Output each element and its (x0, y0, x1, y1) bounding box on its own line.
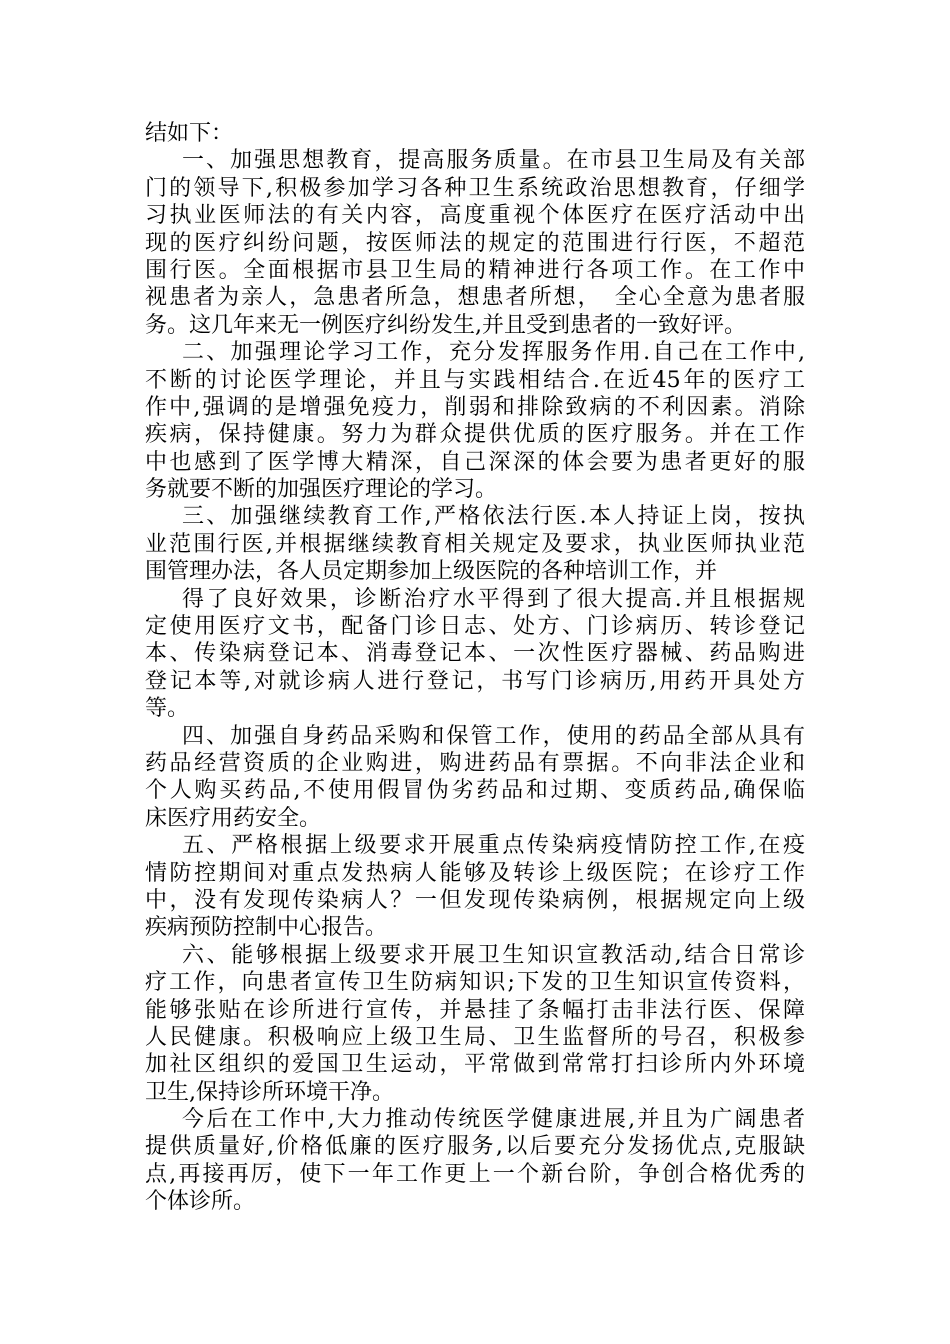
text-line: 加社区组织的爱国卫生运动，平常做到常常打扫诊所内外环境 (145, 1052, 805, 1078)
text-line: 药品经营资质的企业购进，购进药品有票据。不向非法企业和 (145, 750, 805, 776)
text-line: 中也感到了医学博大精深，自己深深的体会要为患者更好的服 (145, 449, 805, 475)
text-line: 能够张贴在诊所进行宣传，并悬挂了条幅打击非法行医、保障 (145, 997, 805, 1023)
text-line: 三、加强继续教育工作,严格依法行医.本人持证上岗，按执 (182, 504, 805, 530)
text-line: 登记本等,对就诊病人进行登记，书写门诊病历,用药开具处方 (145, 668, 805, 694)
text-line: 人民健康。积极响应上级卫生局、卫生监督所的号召，积极参 (145, 1024, 805, 1050)
text-line: 四、加强自身药品采购和保管工作，使用的药品全部从具有 (182, 723, 805, 749)
text-line: 视患者为亲人，急患者所急，想患者所想， 全心全意为患者服 (145, 285, 805, 311)
text-line: 务就要不断的加强医疗理论的学习。 (145, 477, 498, 503)
text-line: 疾病，保持健康。努力为群众提供优质的医疗服务。并在工作 (145, 422, 805, 448)
text-line: 中，没有发现传染病人？一但发现传染病例，根据规定向上级 (145, 887, 805, 913)
text-line: 疾病预防控制中心报告。 (145, 915, 388, 941)
text-line: 结如下： (145, 121, 234, 146)
text-line: 个体诊所。 (145, 1189, 256, 1215)
text-line: 提供质量好,价格低廉的医疗服务,以后要充分发扬优点,克服缺 (145, 1134, 805, 1160)
text-line: 今后在工作中,大力推动传统医学健康进展,并且为广阔患者 (182, 1107, 805, 1133)
text-line: 围管理办法，各人员定期参加上级医院的各种培训工作，并 (145, 559, 718, 585)
text-line: 情防控期间对重点发热病人能够及转诊上级医院；在诊疗工作 (145, 860, 805, 886)
text-line: 一、加强思想教育，提高服务质量。在市县卫生局及有关部 (182, 148, 805, 174)
text-line: 疗工作，向患者宣传卫生防病知识;下发的卫生知识宣传资料， (145, 970, 805, 996)
text-line: 个人购买药品,不使用假冒伪劣药品和过期、变质药品,确保临 (145, 778, 805, 804)
text-line: 本、传染病登记本、消毒登记本、一次性医疗器械、药品购进 (145, 641, 805, 667)
text-line: 门的领导下,积极参加学习各种卫生系统政治思想教育，仔细学 (145, 175, 805, 201)
text-line: 五、严格根据上级要求开展重点传染病疫情防控工作,在疫 (182, 833, 805, 859)
document-body (145, 120, 805, 1216)
text-line: 床医疗用药安全。 (145, 805, 322, 831)
text-line: 六、能够根据上级要求开展卫生知识宣教活动,结合日常诊 (182, 942, 805, 968)
text-line: 不断的讨论医学理论，并且与实践相结合.在近45年的医疗工 (145, 367, 805, 393)
text-line: 二、加强理论学习工作，充分发挥服务作用.自己在工作中, (182, 340, 805, 366)
text-line: 卫生,保持诊所环境干净。 (145, 1079, 394, 1105)
text-line: 务。这几年来无一例医疗纠纷发生,并且受到患者的一致好评。 (145, 312, 746, 338)
text-line: 围行医。全面根据市县卫生局的精神进行各项工作。在工作中 (145, 257, 805, 283)
text-line: 作中,强调的是增强免疫力，削弱和排除致病的不利因素。消除 (145, 394, 805, 420)
text-line: 现的医疗纠纷问题，按医师法的规定的范围进行行医，不超范 (145, 230, 805, 256)
text-line: 得了良好效果，诊断治疗水平得到了很大提高.并且根据规 (182, 586, 805, 612)
text-line: 习执业医师法的有关内容，高度重视个体医疗在医疗活动中出 (145, 203, 805, 229)
text-line: 定使用医疗文书，配备门诊日志、处方、门诊病历、转诊登记 (145, 614, 805, 640)
text-line: 等。 (145, 696, 190, 722)
text-line: 点,再接再厉，使下一年工作更上一个新台阶，争创合格优秀的 (145, 1161, 805, 1187)
text-line: 业范围行医,并根据继续教育相关规定及要求，执业医师执业范 (145, 531, 805, 557)
